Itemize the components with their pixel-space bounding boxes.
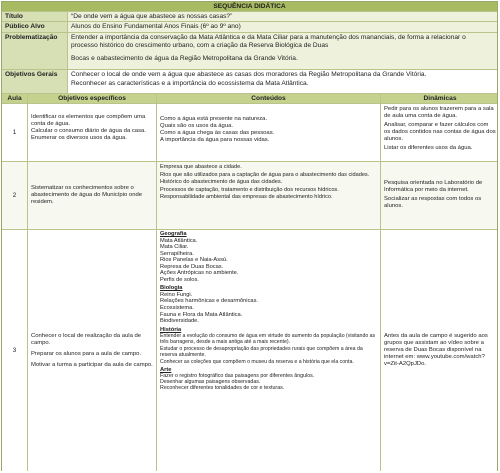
lesson-objetivos [28, 104, 157, 161]
lesson-row-1 [2, 104, 497, 162]
conteudo-item: Como a água chega às casas das pessoas. [160, 130, 275, 136]
meta-value [68, 22, 497, 32]
conteudo-item: Represa de Duas Bocas. [160, 263, 224, 270]
conteudo-item: Entender a evolução do consumo de água em virtude do aumento da população (visitando as três barragens, desde a mais antiga até a mais recente). [160, 332, 376, 345]
objetivo-item: Enumerar os diversos usos da água. [31, 135, 127, 141]
section-biologia [160, 285, 377, 324]
meta-row-objetivos-gerais [2, 70, 497, 94]
meta-row-problematizacao [2, 33, 497, 70]
section-heading: Biologia [160, 285, 183, 292]
conteudo-item: Biodiversidade. [160, 318, 199, 325]
lesson-number: 1 [2, 104, 28, 161]
meta-key: Objetivos Gerais [2, 70, 68, 93]
conteudo-item: Histórico do abastecimento de água das cidades. [160, 179, 283, 185]
didactic-sequence-table [1, 1, 498, 471]
lesson-dinamicas [381, 162, 499, 229]
objetivo-item: Motivar a turma a participar da aula de campo. [31, 361, 153, 368]
conteudo-item: Estudar o processo de desapropriação das propriedades rurais que compõem a área da reserva atualmente. [160, 345, 363, 358]
conteudo-item: Ecossistema. [160, 305, 194, 312]
meta-value-text: Alunos do Ensino Fundamental Anos Finais (6º ao 9º ano) [71, 23, 241, 30]
objetivo-item: Sistematizar os conhecimentos sobre o abastecimento de água do Município onde residem. [31, 185, 143, 205]
meta-key: Título [2, 12, 68, 21]
lesson-dinamicas [381, 104, 499, 161]
conteudo-item: Serrapilheira. [160, 250, 194, 257]
lesson-objetivos [28, 162, 157, 229]
lesson-conteudos [157, 162, 381, 229]
conteudo-item: Fazer o registro fotográfico das paisagens por diferentes ângulos. [160, 372, 315, 379]
meta-row-titulo [2, 12, 497, 22]
lesson-number: 3 [2, 230, 28, 471]
lesson-conteudos [157, 230, 381, 471]
column-header-conteudos: Conteúdos [157, 94, 381, 103]
meta-key: Problematização [2, 33, 68, 69]
conteudo-item: A importância da água para nossas vidas. [160, 137, 270, 143]
conteudo-item: Mata Atlântica. [160, 237, 198, 244]
section-heading: História [160, 326, 182, 333]
meta-value-text: Reconhecer as características e a importância do ecossistema da Mata Atlântica. [71, 80, 309, 88]
section-historia [160, 327, 377, 365]
meta-value-text: “De onde vem a água que abastece as nossas casas?” [71, 13, 233, 20]
column-header-row [2, 94, 497, 104]
meta-value-text: Conhecer o local de onde vem a água que abastece as casas dos moradores da Região Metropolitana da Grande Vitória. [71, 71, 427, 78]
meta-value [68, 33, 497, 69]
conteudo-item: Relações harmônicas e desarmônicas. [160, 298, 258, 305]
dinamica-item: Socializar as respostas com todos os alunos. [384, 195, 482, 209]
section-heading: Arte [160, 366, 172, 373]
dinamica-item: Antes da aula de campo é sugerido aos grupos que assistam ao vídeo sobre a reserva de Duas Bocas disponível na internet em: www.youtube.com/watch?v=Zit-A2QpJDo. [384, 333, 488, 367]
meta-row-publico [2, 22, 497, 33]
lesson-objetivos [28, 230, 157, 471]
dinamica-item: Analisar, comparar e fazer cálculos com os dados contidos nas contas de água dos alunos. [384, 122, 496, 142]
conteudo-item: Fauna e Flora da Mata Atlântica. [160, 311, 243, 318]
conteudo-item: Reconhecer diferentes tonalidades de cor e texturas. [160, 385, 285, 392]
column-header-dinamicas: Dinâmicas [423, 95, 457, 102]
lesson-row-3 [2, 230, 497, 471]
conteudo-item: Empresa que abastece a cidade. [160, 164, 242, 170]
conteudo-item: Desenhar algumas paisagens observadas. [160, 379, 261, 386]
lesson-dinamicas [381, 230, 499, 471]
conteudo-item: Ações Antrópicas no ambiente. [160, 270, 239, 277]
table-title: SEQUÊNCIA DIDÁTICA [2, 2, 497, 12]
meta-key: Público Alvo [2, 22, 68, 32]
conteudo-item: Responsabilidade ambiental das empresas de abastecimento hídrico. [160, 194, 333, 200]
objetivo-item: Conhecer o local de realização da aula de campo. [31, 332, 142, 346]
dinamica-item: Pesquisa orientada no Laboratório de Informática por meio da internet. [384, 179, 483, 193]
section-arte [160, 367, 377, 392]
objetivo-item: Calcular o consumo diário de água da casa. [31, 128, 146, 134]
objetivo-item: Preparar os alunos para a aula de campo. [31, 350, 142, 357]
dinamica-item: Listar os diferentes usos da água. [384, 145, 473, 151]
meta-value [68, 70, 497, 93]
conteudo-item: Processos de captação, tratamento e distribuição dos recursos hídricos. [160, 186, 339, 193]
lesson-conteudos [157, 104, 381, 161]
dinamica-item: Pedir para os alunos trazerem para a sala de aula uma conta de água. [384, 106, 494, 119]
meta-value-text: Entender a importância da conservação da Mata Atlântica e da Mata Ciliar para a manutenção dos mananciais, de forma a relacionar o processo histórico do crescimento urbano, com a criação da Reserva Biológica de Duas [71, 34, 466, 50]
conteudo-item: Quais são os usos da água. [160, 123, 234, 129]
conteudo-item: Conhecer as coleções que compõem o museu da reserva e a história que ela conta. [160, 358, 354, 365]
conteudo-item: Rios Panelas e Naia-Assú. [160, 257, 228, 264]
meta-value-text: Bocas e oabastecimento de água da Região Metropolitana da Grande Vitória. [71, 54, 298, 62]
conteudo-item: Reino Fungi. [160, 291, 193, 298]
section-geografia [160, 231, 377, 283]
lesson-row-2 [2, 162, 497, 230]
objetivo-item: Identificar os elementos que compõem uma conta de água. [31, 114, 146, 127]
meta-value [68, 12, 497, 21]
conteudo-item: Mata Ciliar. [160, 244, 189, 251]
conteudo-item: Como a água está presente na natureza. [160, 116, 268, 122]
lesson-number: 2 [2, 162, 28, 229]
column-header-aula: Aula [2, 94, 28, 103]
conteudo-item: Rios que são utilizados para a captação de água para o abastecimento das cidades. [160, 171, 370, 178]
section-heading: Geografia [160, 231, 187, 237]
column-header-objetivos: Objetivos específicos [28, 94, 157, 103]
conteudo-item: Perfis de solos. [160, 276, 199, 283]
